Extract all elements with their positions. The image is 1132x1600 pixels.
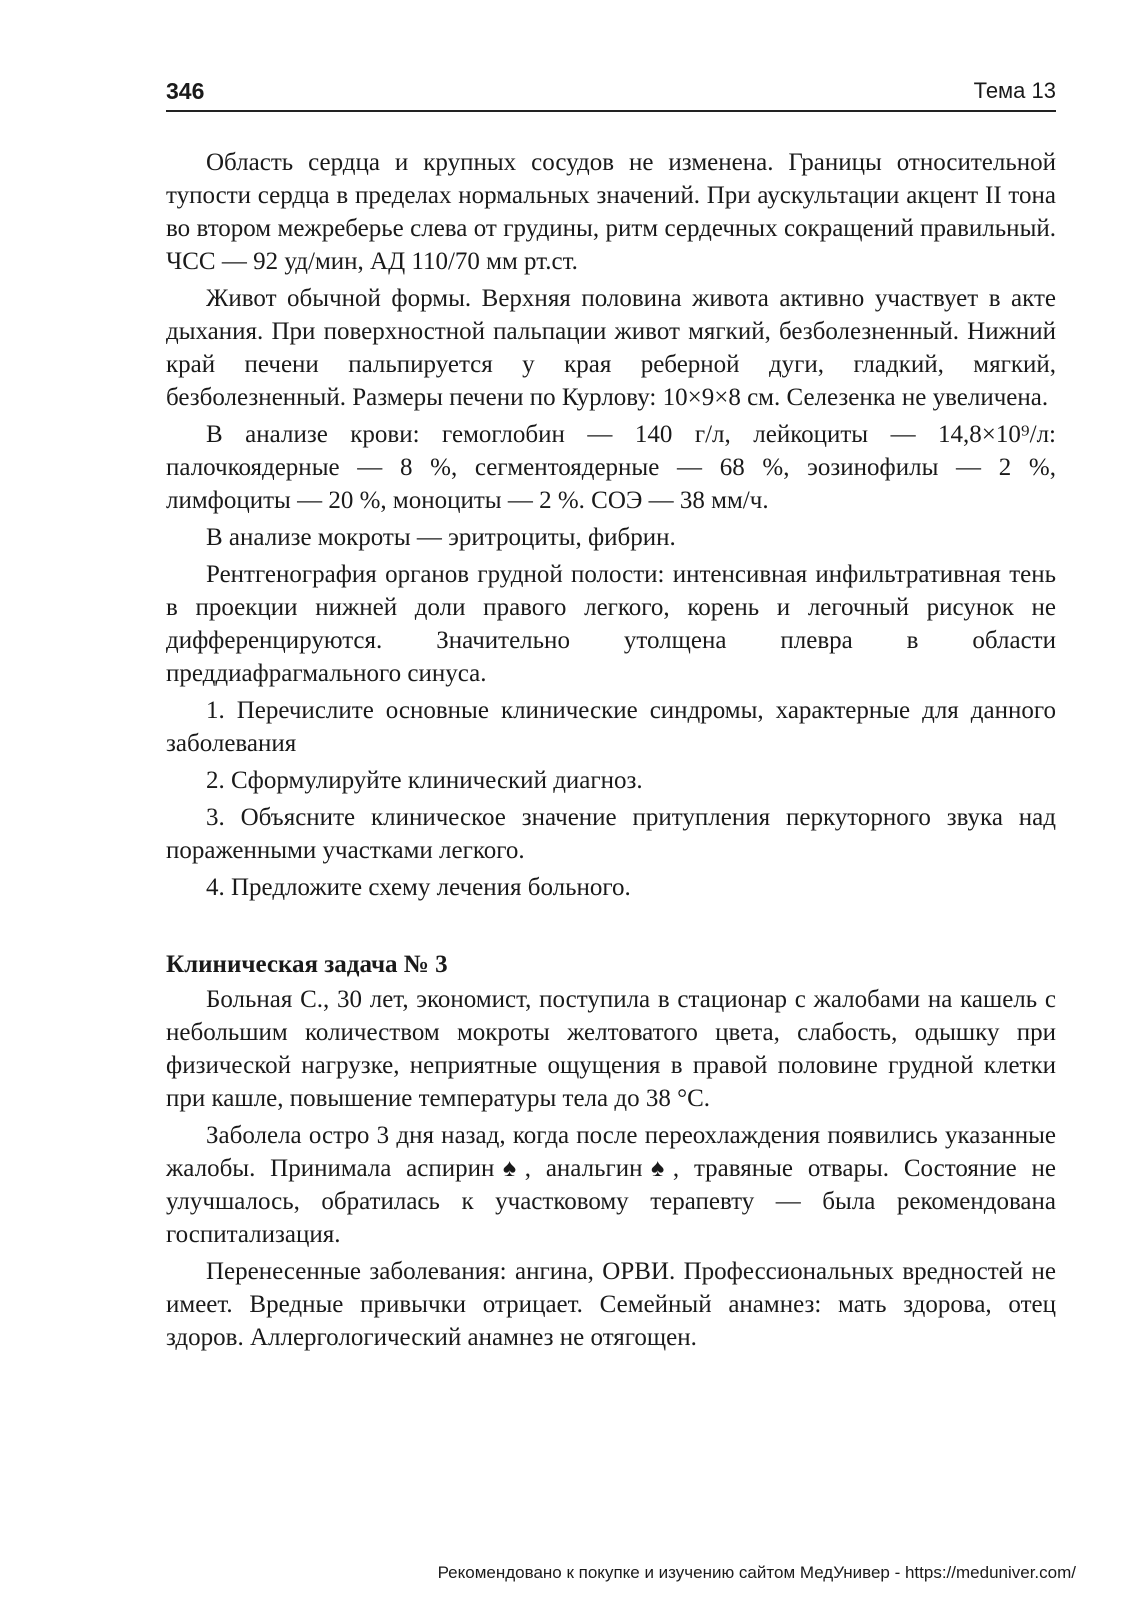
question-2: 2. Сформулируйте клинический диагноз. bbox=[206, 767, 643, 794]
section-label: Тема 13 bbox=[973, 78, 1056, 103]
page-body bbox=[166, 146, 1056, 1354]
paragraph-abdomen: Живот обычной формы. Верхняя половина живота активно участвует в акте дыхания. При поверхностной пальпации живот мягкий, безболезненный. Нижний край печени пальпируется у края реберной дуги, гладкий, мягкий, безболезненный. Размеры печени по Курлову: 10×9×8 см. Селезенка не увеличена. bbox=[166, 285, 1056, 411]
paragraph-complaints: Больная С., 30 лет, экономист, поступила в стационар с жалобами на кашель с небольшим количеством мокроты желтоватого цвета, слабость, одышку при физической нагрузке, неприятные ощущения в правой половине грудной клетки при кашле, повышение температуры тела до 38 °С. bbox=[166, 986, 1056, 1112]
question-3: 3. Объясните клиническое значение притупления перкуторного звука над пораженными участками легкого. bbox=[166, 804, 1056, 864]
paragraph-sputum-test: В анализе мокроты — эритроциты, фибрин. bbox=[206, 524, 676, 551]
paragraph-history: Заболела остро 3 дня назад, когда после переохлаждения появились указанные жалобы. Принимала аспирин♠, анальгин♠, травяные отвары. Состояние не улучшалось, обратилась к участковому терапевту — была рекомендована госпитализация. bbox=[166, 1122, 1056, 1248]
paragraph-anamnesis: Перенесенные заболевания: ангина, ОРВИ. Профессиональных вредностей не имеет. Вредные привычки отрицает. Семейный анамнез: мать здорова, отец здоров. Аллергологический анамнез не отягощен. bbox=[166, 1258, 1056, 1351]
page-header bbox=[166, 78, 1056, 112]
question-4: 4. Предложите схему лечения больного. bbox=[206, 874, 631, 901]
page-number: 346 bbox=[166, 78, 205, 104]
paragraph-blood-test: В анализе крови: гемоглобин — 140 г/л, лейкоциты — 14,8×10⁹/л: палочкоядерные — 8 %, сегментоядерные — 68 %, эозинофилы — 2 %, лимфоциты — 20 %, моноциты — 2 %. СОЭ — 38 мм/ч. bbox=[166, 421, 1056, 514]
paragraph-heart: Область сердца и крупных сосудов не изменена. Границы относительной тупости сердца в пределах нормальных значений. При аускультации акцент II тона во втором межреберье слева от грудины, ритм сердечных сокращений правильный. ЧСС — 92 уд/мин, АД 110/70 мм рт.ст. bbox=[166, 149, 1056, 275]
paragraph-xray: Рентгенография органов грудной полости: интенсивная инфильтративная тень в проекции нижней доли правого легкого, корень и легочный рисунок не дифференцируются. Значительно утолщена плевра в области преддиафрагмального синуса. bbox=[166, 561, 1056, 687]
footer-note: Рекомендовано к покупке и изучению сайтом МедУнивер - https://meduniver.com/ bbox=[437, 1563, 1076, 1582]
task-heading: Клиническая задача № 3 bbox=[166, 951, 448, 978]
question-1: 1. Перечислите основные клинические синдромы, характерные для данного заболевания bbox=[166, 697, 1056, 757]
